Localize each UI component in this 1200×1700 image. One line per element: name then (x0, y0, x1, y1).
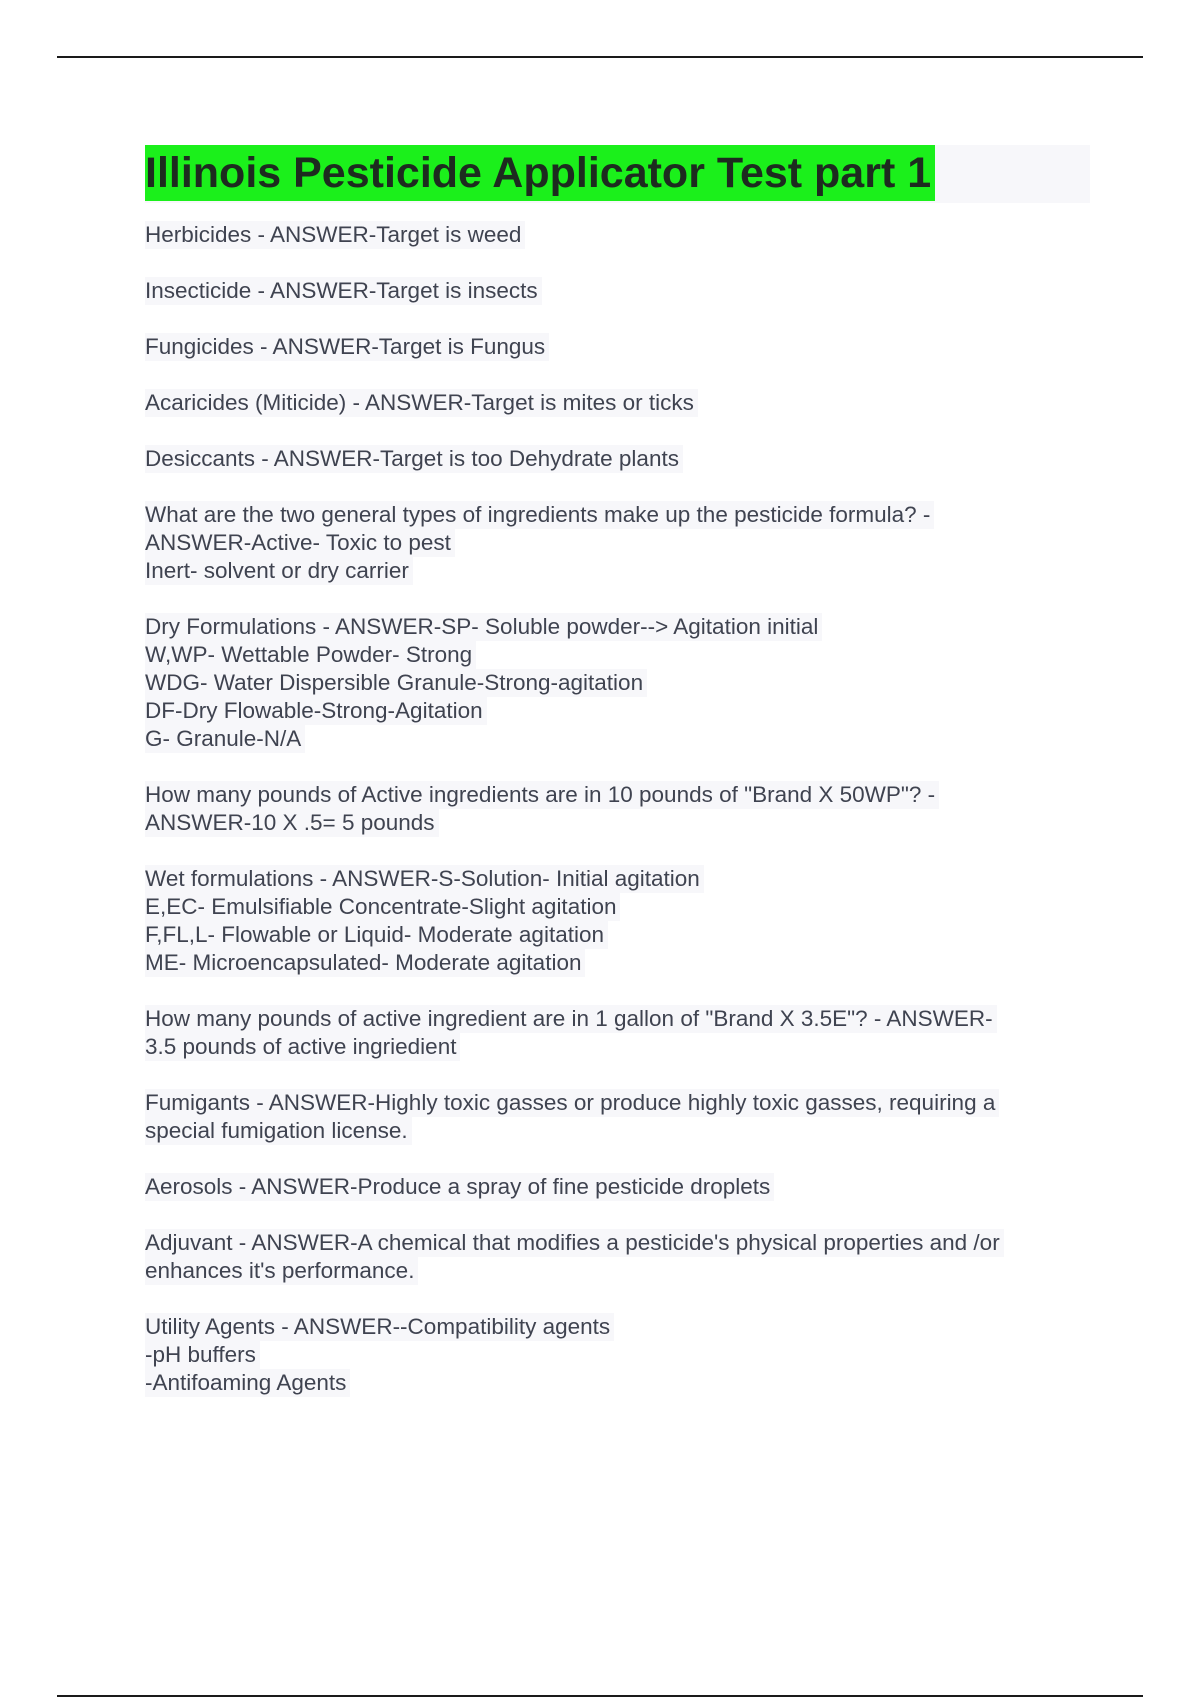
qa-line: ANSWER-10 X .5= 5 pounds (145, 809, 439, 837)
qa-line: Utility Agents - ANSWER--Compatibility agents (145, 1313, 614, 1341)
qa-line: enhances it's performance. (145, 1257, 418, 1285)
qa-line: 3.5 pounds of active ingriedient (145, 1033, 460, 1061)
qa-item (145, 1089, 1090, 1145)
qa-item (145, 501, 1090, 585)
qa-line: ANSWER-Active- Toxic to pest (145, 529, 455, 557)
qa-item (145, 781, 1090, 837)
qa-line: Adjuvant - ANSWER-A chemical that modifies a pesticide's physical properties and /or (145, 1229, 1004, 1257)
qa-line: Herbicides - ANSWER-Target is weed (145, 221, 525, 249)
qa-item (145, 333, 1090, 361)
qa-line: DF-Dry Flowable-Strong-Agitation (145, 697, 487, 725)
qa-line: Insecticide - ANSWER-Target is insects (145, 277, 542, 305)
qa-item (145, 277, 1090, 305)
qa-line: How many pounds of Active ingredients are in 10 pounds of "Brand X 50WP"? - (145, 781, 939, 809)
qa-item (145, 1313, 1090, 1397)
qa-line: Desiccants - ANSWER-Target is too Dehydrate plants (145, 445, 683, 473)
qa-item (145, 221, 1090, 249)
qa-item (145, 1229, 1090, 1285)
qa-line: E,EC- Emulsifiable Concentrate-Slight agitation (145, 893, 620, 921)
qa-line: WDG- Water Dispersible Granule-Strong-agitation (145, 669, 647, 697)
qa-item (145, 445, 1090, 473)
qa-line: Fungicides - ANSWER-Target is Fungus (145, 333, 549, 361)
qa-line: Acaricides (Miticide) - ANSWER-Target is mites or ticks (145, 389, 698, 417)
document-body (145, 145, 1090, 1425)
qa-line: G- Granule-N/A (145, 725, 305, 753)
header-rule (57, 56, 1143, 58)
qa-item (145, 865, 1090, 977)
page-title: Illinois Pesticide Applicator Test part 1 (145, 145, 935, 201)
qa-line: Wet formulations - ANSWER-S-Solution- Initial agitation (145, 865, 704, 893)
qa-line: F,FL,L- Flowable or Liquid- Moderate agitation (145, 921, 608, 949)
qa-line: Inert- solvent or dry carrier (145, 557, 413, 585)
qa-line: Dry Formulations - ANSWER-SP- Soluble powder--> Agitation initial (145, 613, 822, 641)
qa-item (145, 389, 1090, 417)
qa-item (145, 613, 1090, 753)
qa-line: How many pounds of active ingredient are in 1 gallon of "Brand X 3.5E"? - ANSWER- (145, 1005, 997, 1033)
qa-line: ME- Microencapsulated- Moderate agitation (145, 949, 585, 977)
qa-item (145, 1005, 1090, 1061)
qa-line: Aerosols - ANSWER-Produce a spray of fine pesticide droplets (145, 1173, 774, 1201)
footer-rule (57, 1695, 1143, 1697)
qa-line: Fumigants - ANSWER-Highly toxic gasses or produce highly toxic gasses, requiring a (145, 1089, 999, 1117)
title-block (145, 145, 1090, 203)
qa-line: -Antifoaming Agents (145, 1369, 350, 1397)
qa-line: W,WP- Wettable Powder- Strong (145, 641, 476, 669)
qa-item (145, 1173, 1090, 1201)
qa-line: special fumigation license. (145, 1117, 412, 1145)
qa-line: What are the two general types of ingredients make up the pesticide formula? - (145, 501, 934, 529)
qa-line: -pH buffers (145, 1341, 260, 1369)
qa-list (145, 221, 1090, 1397)
